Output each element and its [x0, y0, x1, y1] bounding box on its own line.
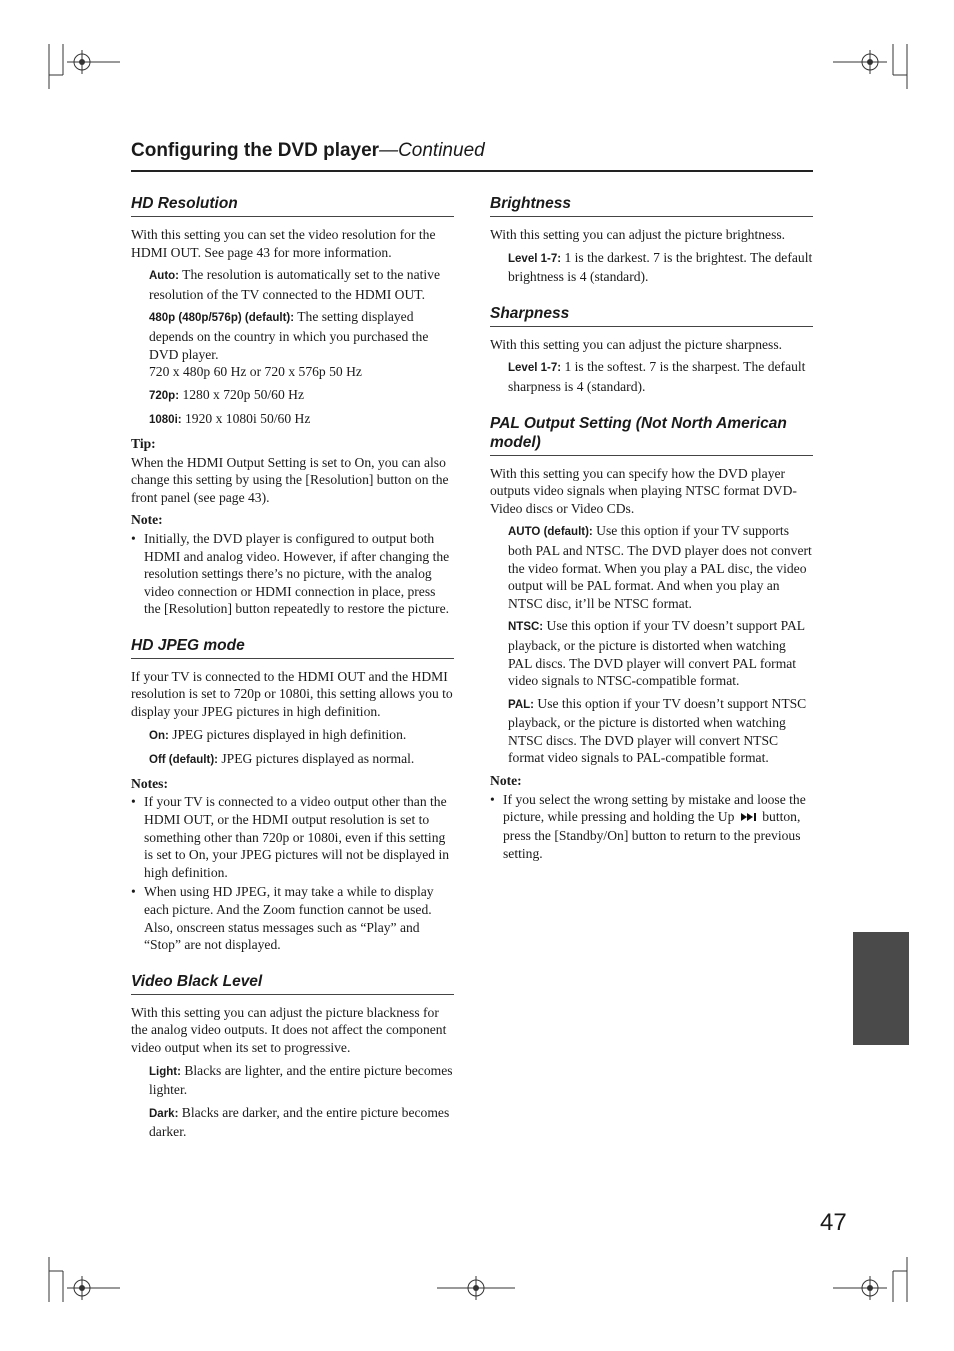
- section-intro: With this setting you can adjust the picture sharpness.: [490, 336, 783, 352]
- option-key: On:: [149, 729, 169, 742]
- option-dark: [149, 1104, 454, 1141]
- section-heading: PAL Output Setting (Not North American model): [490, 414, 813, 456]
- section-hd-jpeg: [131, 636, 454, 954]
- option-text: 1920 x 1080i 50/60 Hz: [181, 411, 311, 427]
- section-intro: With this setting you can specify how the DVD player outputs video signals when playing NTSC format DVD-Video discs or Video CDs.: [490, 465, 797, 516]
- page-title: [131, 140, 485, 162]
- option-auto: [149, 266, 454, 303]
- section-video-black-level: [131, 972, 454, 1141]
- note-item: • If your TV is connected to a video output other than the HDMI OUT, or the HDMI output resolution is set to something other than 720p or 1080i, even if this setting is set to On, your JPEG pictures will not be displayed in high definition.: [131, 793, 454, 881]
- tip-text: When the HDMI Output Setting is set to On, you can also change this setting by using the [Resolution] button on the front panel (see page 43).: [131, 454, 449, 505]
- option-key: Dark:: [149, 1107, 179, 1120]
- option-text: Blacks are lighter, and the entire picture becomes lighter.: [149, 1062, 453, 1098]
- tip-label: Tip:: [131, 435, 156, 451]
- option-level: [508, 358, 813, 395]
- option-key: 720p:: [149, 389, 180, 402]
- note-item: [490, 791, 813, 862]
- option-text: Use this option if your TV doesn’t support NTSC playback, or the picture is distorted when watching NTSC discs. The DVD player will convert NTSC format video signals to PAL-compatible format.: [508, 695, 807, 766]
- option-key: NTSC:: [508, 621, 544, 634]
- option-on: [149, 726, 454, 746]
- option-key: Light:: [149, 1065, 181, 1078]
- option-480p: [149, 308, 454, 380]
- note-item: • Initially, the DVD player is configured to output both HDMI and analog video. However, if after changing the resolution settings there’s no picture, with the analog video connection or HDMI connection in place, press the [Resolution] button repeatedly to restore the picture.: [131, 530, 454, 618]
- section-heading: Sharpness: [490, 304, 813, 327]
- page-title-continued: —Continued: [379, 140, 485, 161]
- skip-forward-icon: [741, 809, 759, 827]
- option-key: Level 1-7:: [508, 362, 562, 375]
- note-label: Note:: [490, 773, 522, 789]
- option-key: Off (default):: [149, 754, 218, 767]
- option-key: Auto:: [149, 270, 180, 283]
- option-level: [508, 249, 813, 286]
- chapter-tab: [853, 932, 909, 1045]
- option-text: The resolution is automatically set to the native resolution of the TV connected to the HDMI OUT.: [149, 267, 441, 302]
- page-header: [131, 138, 813, 172]
- option-text: 1280 x 720p 50/60 Hz: [179, 386, 305, 402]
- note-item: • When using HD JPEG, it may take a while to display each picture. And the Zoom function cannot be used. Also, onscreen status messages such as “Play” and “Stop” are not displayed.: [131, 883, 454, 953]
- section-intro: With this setting you can set the video resolution for the HDMI OUT. See page 43 for more information.: [131, 227, 436, 260]
- section-intro: With this setting you can adjust the picture blackness for the analog video outputs. It does not affect the component video output when its set to progressive.: [131, 1004, 447, 1055]
- note-text-before: If you select the wrong setting by mistake and loose the picture, while pressing and holding the Up: [503, 791, 806, 825]
- page-title-text: Configuring the DVD player: [131, 140, 380, 161]
- option-key: 1080i:: [149, 414, 182, 427]
- option-light: [149, 1062, 454, 1099]
- option-text: Use this option if your TV doesn’t support PAL playback, or the picture is distorted when watching PAL discs. The DVD player will convert PAL format video signals to NTSC-compatible format.: [508, 618, 805, 689]
- option-key: 480p (480p/576p) (default):: [149, 312, 295, 325]
- option-text: Blacks are darker, and the entire picture becomes darker.: [149, 1104, 450, 1140]
- option-text: 1 is the darkest. 7 is the brightest. The default brightness is 4 (standard).: [508, 249, 813, 285]
- section-pal-output: [490, 414, 813, 863]
- note-label: Note:: [131, 512, 163, 528]
- option-720p: [149, 386, 454, 406]
- option-text: 1 is the softest. 7 is the sharpest. The default sharpness is 4 (standard).: [508, 359, 806, 394]
- option-1080i: [149, 410, 454, 430]
- option-key: PAL:: [508, 698, 534, 711]
- note-text-after: button, press the [Standby/On] button to return to the previous setting.: [503, 809, 801, 861]
- option-text: JPEG pictures displayed as normal.: [217, 751, 415, 767]
- option-ntsc: [508, 617, 813, 689]
- left-column: [131, 194, 454, 1159]
- option-key: AUTO (default):: [508, 526, 593, 539]
- notes-label: Notes:: [131, 775, 168, 791]
- section-intro: With this setting you can adjust the picture brightness.: [490, 227, 786, 242]
- option-text: JPEG pictures displayed in high definition.: [168, 726, 407, 742]
- section-heading: HD Resolution: [131, 194, 454, 217]
- option-auto: [508, 522, 813, 612]
- option-text: The setting displayed depends on the country in which you purchased the DVD player.: [149, 309, 429, 362]
- option-off: [149, 750, 454, 770]
- option-subline: 720 x 480p 60 Hz or 720 x 576p 50 Hz: [149, 364, 362, 380]
- section-hd-resolution: [131, 194, 454, 618]
- page-number: 47: [820, 1209, 847, 1236]
- option-text: Use this option if your TV supports both PAL and NTSC. The DVD player does not convert the video format. When you play a PAL disc, the video output will be PAL format. And when you play an NTSC disc, it’ll be NTSC format.: [508, 523, 812, 611]
- section-heading: Video Black Level: [131, 972, 454, 995]
- option-key: Level 1-7:: [508, 252, 562, 265]
- section-intro: If your TV is connected to the HDMI OUT and the HDMI resolution is set to 720p or 1080i, this setting allows you to display your JPEG pictures in high definition.: [131, 668, 453, 720]
- section-heading: Brightness: [490, 194, 813, 217]
- section-heading: HD JPEG mode: [131, 636, 454, 659]
- right-column: [490, 194, 813, 880]
- section-brightness: [490, 194, 813, 286]
- option-pal: [508, 695, 813, 767]
- section-sharpness: [490, 304, 813, 396]
